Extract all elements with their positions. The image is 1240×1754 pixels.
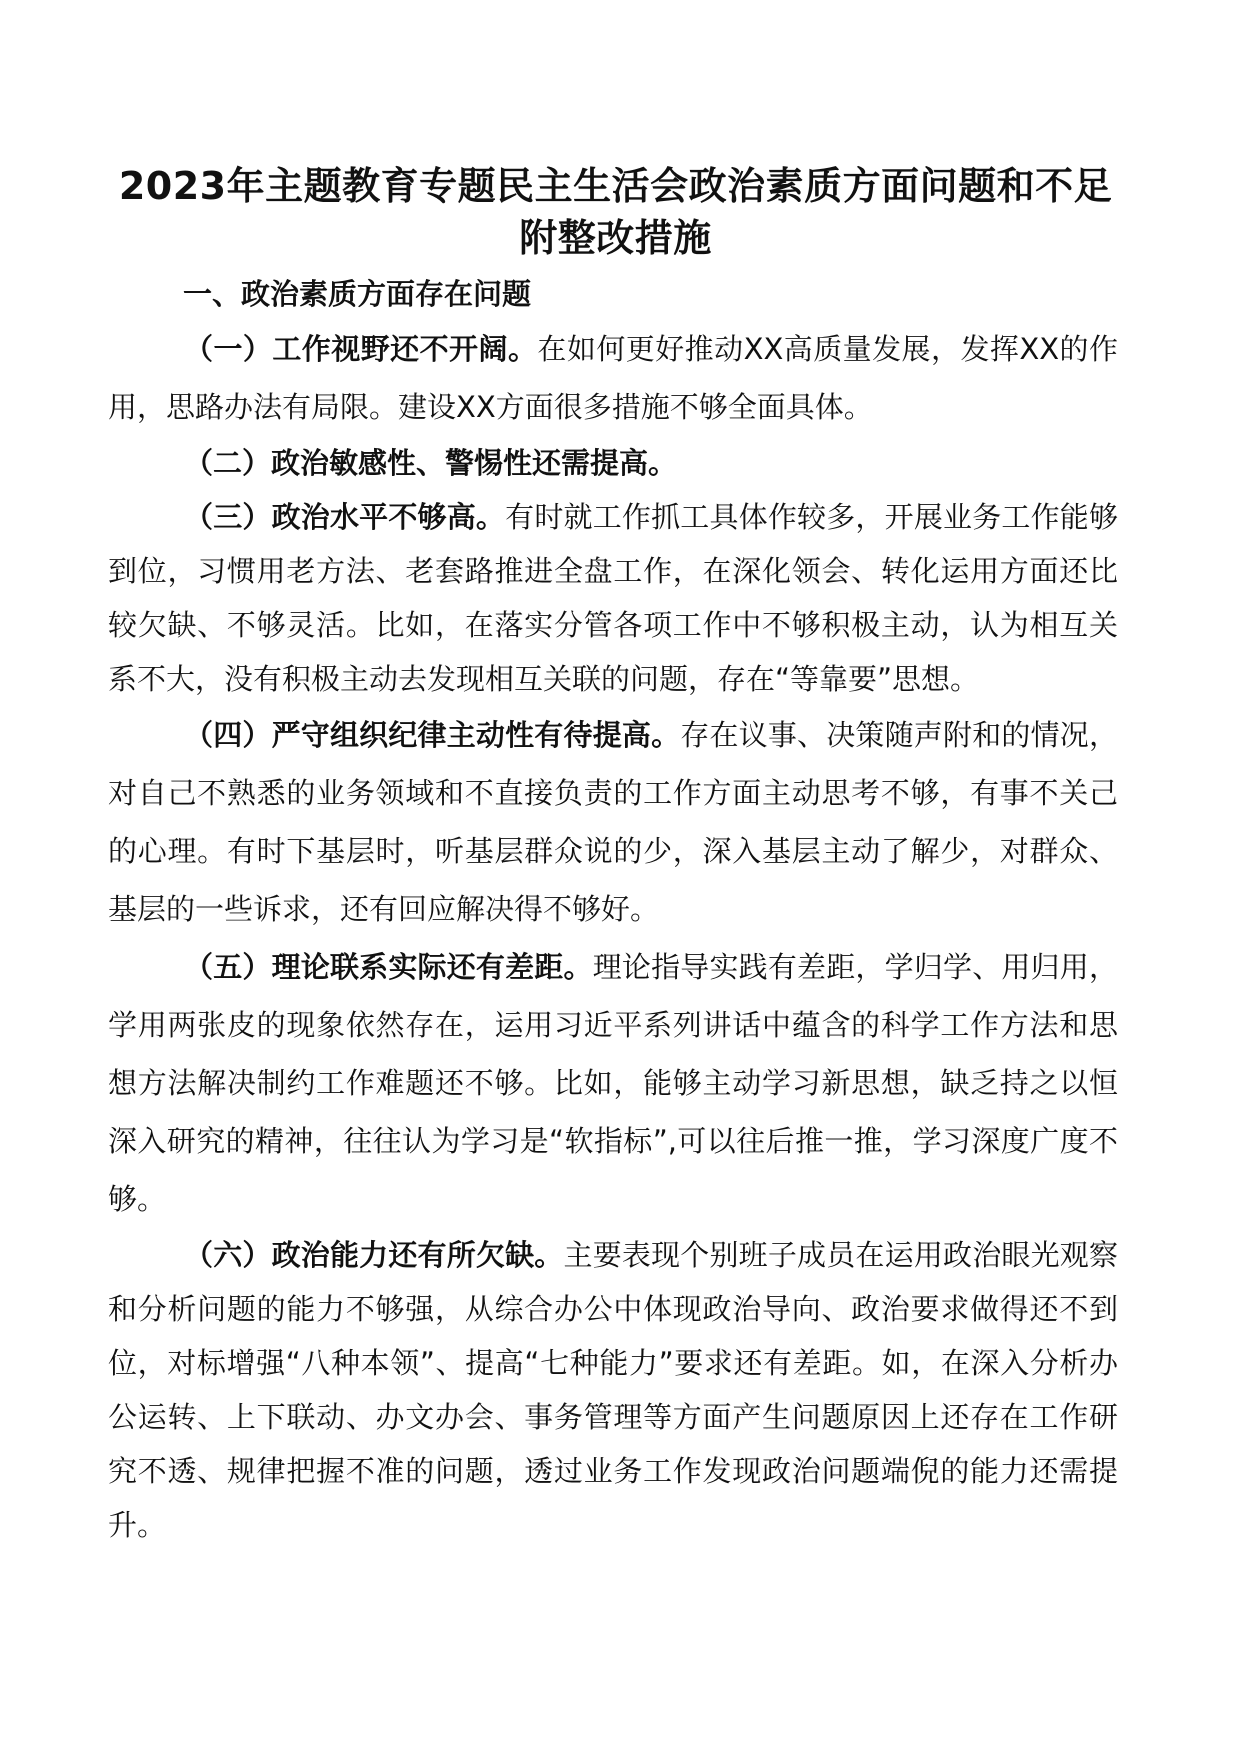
item-4 — [108, 706, 1118, 938]
item-6-body: 主要表现个别班子成员在运用政治眼光观察和分析问题的能力不够强，从综合办公中体现政治导向、政治要求做得还不到位，对标增强“八种本领”、提高“七种能力”要求还有差距。如，在深入分析办公运转、上下联动、办文办会、事务管理等方面产生问题原因上还存在工作研究不透、规律把握不准的问题，透过业务工作发现政治问题端倪的能力还需提升。 — [108, 1238, 1118, 1542]
item-3 — [108, 490, 1118, 706]
item-4-lead: （四）严守组织纪律主动性有待提高。 — [184, 718, 681, 752]
item-3-lead: （三）政治水平不够高。 — [184, 500, 506, 534]
document-title: 2023年主题教育专题民主生活会政治素质方面问题和不足附整改措施 — [118, 164, 1113, 260]
item-2-lead: （二）政治敏感性、警惕性还需提高。 — [184, 446, 678, 480]
item-1 — [108, 320, 1118, 436]
item-6-lead: （六）政治能力还有所欠缺。 — [184, 1238, 564, 1272]
item-1-lead: （一）工作视野还不开阔。 — [184, 332, 538, 366]
item-3-body: 有时就工作抓工具体作较多，开展业务工作能够到位，习惯用老方法、老套路推进全盘工作，在深化领会、转化运用方面还比较欠缺、不够灵活。比如，在落实分管各项工作中不够积极主动，认为相互关系不大，没有积极主动去发现相互关联的问题，存在“等靠要”思想。 — [108, 500, 1118, 696]
item-5-body: 理论指导实践有差距，学归学、用归用，学用两张皮的现象依然存在，运用习近平系列讲话中蕴含的科学工作方法和思想方法解决制约工作难题还不够。比如，能够主动学习新思想，缺乏持之以恒深入研究的精神，往往认为学习是“软指标”,可以往后推一推，学习深度广度不够。 — [108, 950, 1118, 1216]
section-heading: 一、政治素质方面存在问题 — [183, 277, 532, 311]
item-2 — [108, 436, 1118, 490]
item-5-lead: （五）理论联系实际还有差距。 — [184, 950, 593, 984]
item-1-body: 在如何更好推动XX高质量发展，发挥XX的作用，思路办法有局限。建设XX方面很多措施不够全面具体。 — [108, 332, 1118, 424]
item-5 — [108, 938, 1118, 1228]
item-6 — [108, 1228, 1118, 1552]
item-4-body: 存在议事、决策随声附和的情况，对自己不熟悉的业务领域和不直接负责的工作方面主动思考不够，有事不关己的心理。有时下基层时，听基层群众说的少，深入基层主动了解少，对群众、基层的一些诉求，还有回应解决得不够好。 — [108, 718, 1118, 926]
